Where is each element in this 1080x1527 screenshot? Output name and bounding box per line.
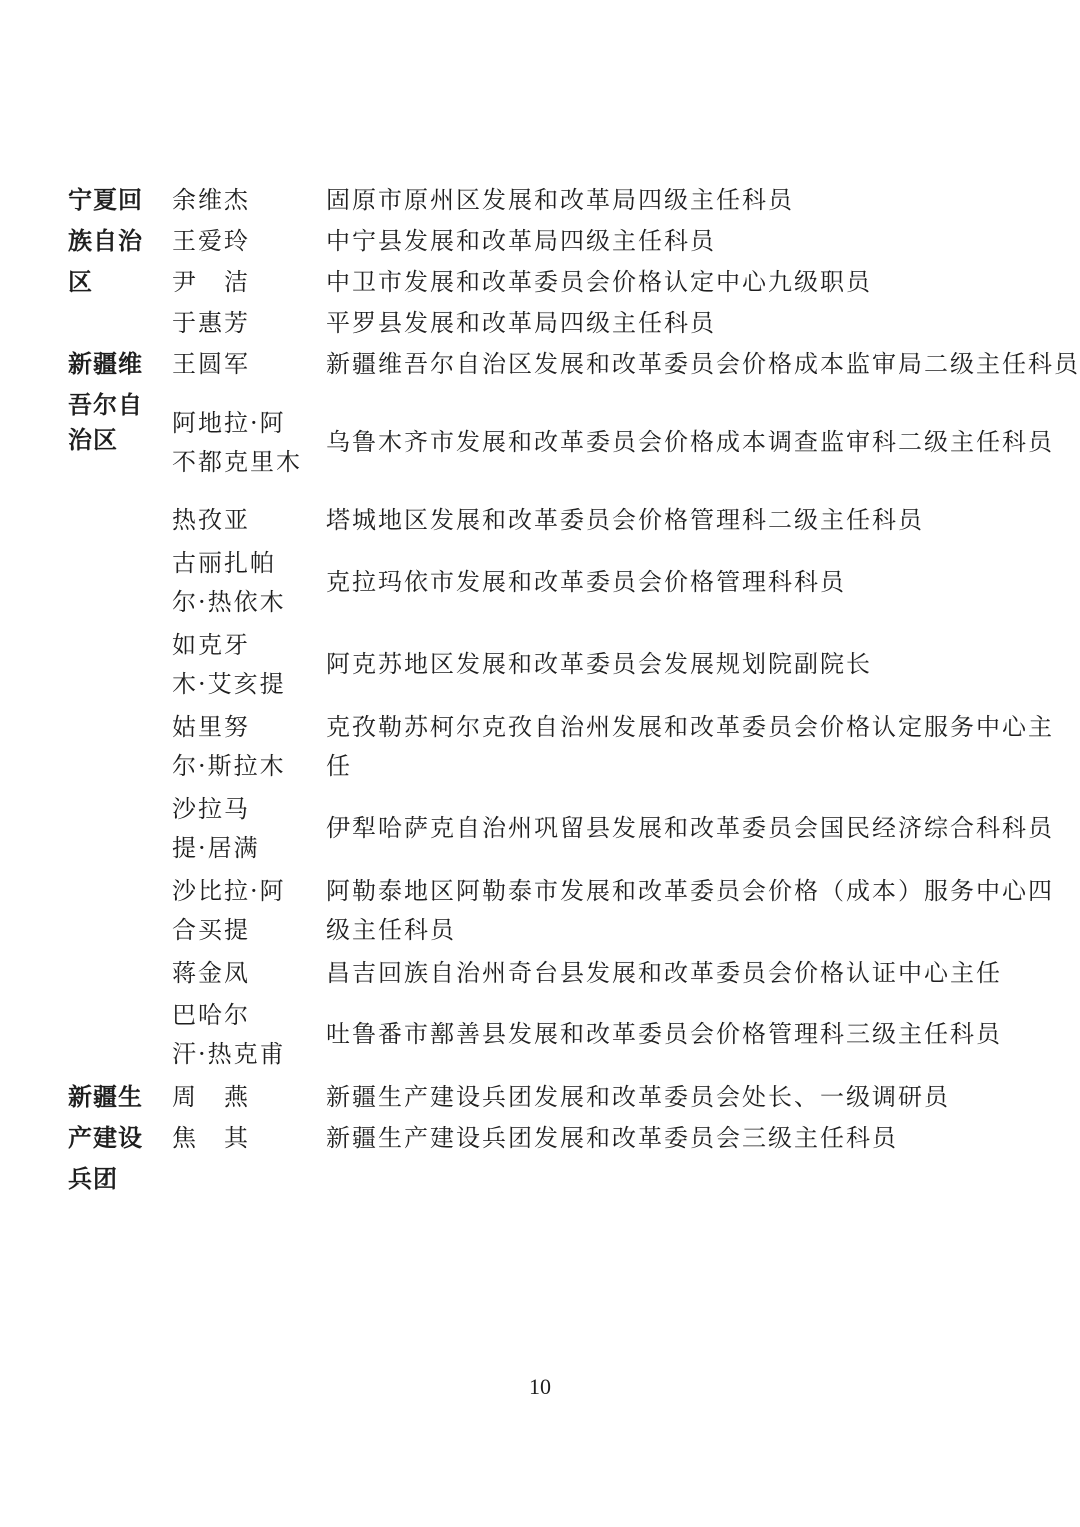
region-label-line: 区 — [68, 268, 93, 296]
region-label-line: 产建设 — [68, 1124, 143, 1152]
region-label-line: 兵团 — [68, 1165, 118, 1193]
person-title: 新疆生产建设兵团发展和改革委员会处长、一级调研员 — [326, 1083, 950, 1111]
person-title: 阿克苏地区发展和改革委员会发展规划院副院长 — [326, 650, 872, 678]
page-number: 10 — [529, 1374, 551, 1399]
person-name: 提·居满 — [172, 834, 260, 862]
person-name: 王爱玲 — [172, 227, 250, 255]
person-name: 周 燕 — [172, 1083, 250, 1111]
person-title: 级主任科员 — [326, 916, 456, 944]
person-name: 巴哈尔 — [172, 1001, 250, 1029]
person-name: 沙拉马 — [172, 795, 250, 823]
region-label-line: 新疆生 — [68, 1083, 143, 1111]
person-name: 姑里努 — [172, 713, 250, 741]
region-label-line: 治区 — [68, 426, 118, 454]
person-title: 平罗县发展和改革局四级主任科员 — [326, 309, 716, 337]
person-title: 任 — [326, 752, 352, 780]
person-name: 尹 洁 — [172, 268, 250, 296]
person-name: 阿地拉·阿 — [172, 409, 286, 437]
person-title: 固原市原州区发展和改革局四级主任科员 — [326, 186, 794, 214]
person-name: 合买提 — [172, 916, 250, 944]
person-title: 伊犁哈萨克自治州巩留县发展和改革委员会国民经济综合科科员 — [326, 814, 1054, 842]
person-title: 中宁县发展和改革局四级主任科员 — [326, 227, 716, 255]
person-title: 新疆维吾尔自治区发展和改革委员会价格成本监审局二级主任科员 — [326, 350, 1080, 378]
person-name: 热孜亚 — [172, 506, 250, 534]
person-title: 昌吉回族自治州奇台县发展和改革委员会价格认证中心主任 — [326, 959, 1002, 987]
person-title: 塔城地区发展和改革委员会价格管理科二级主任科员 — [326, 506, 924, 534]
person-name: 沙比拉·阿 — [172, 877, 286, 905]
person-title: 新疆生产建设兵团发展和改革委员会三级主任科员 — [326, 1124, 898, 1152]
person-title: 乌鲁木齐市发展和改革委员会价格成本调查监审科二级主任科员 — [326, 428, 1054, 456]
region-label-line: 吾尔自 — [68, 391, 143, 419]
person-name: 余维杰 — [172, 186, 250, 214]
person-name: 尔·热依木 — [172, 588, 286, 616]
region-label-line: 族自治 — [68, 227, 143, 255]
person-title: 中卫市发展和改革委员会价格认定中心九级职员 — [326, 268, 872, 296]
person-title: 阿勒泰地区阿勒泰市发展和改革委员会价格（成本）服务中心四 — [326, 877, 1054, 905]
person-name: 于惠芳 — [172, 309, 250, 337]
person-name: 蒋金凤 — [172, 959, 250, 987]
person-title: 吐鲁番市鄯善县发展和改革委员会价格管理科三级主任科员 — [326, 1020, 1002, 1048]
person-name: 木·艾亥提 — [172, 670, 286, 698]
person-name: 王圆军 — [172, 350, 250, 378]
person-name: 焦 其 — [172, 1124, 250, 1152]
person-name: 不都克里木 — [172, 448, 302, 476]
region-label-line: 新疆维 — [68, 350, 143, 378]
person-title: 克孜勒苏柯尔克孜自治州发展和改革委员会价格认定服务中心主 — [326, 713, 1054, 741]
region-label-line: 宁夏回 — [68, 186, 143, 214]
person-name: 汗·热克甫 — [172, 1040, 286, 1068]
person-name: 尔·斯拉木 — [172, 752, 286, 780]
person-title: 克拉玛依市发展和改革委员会价格管理科科员 — [326, 568, 846, 596]
person-name: 古丽扎帕 — [172, 549, 276, 577]
person-name: 如克牙 — [172, 631, 250, 659]
